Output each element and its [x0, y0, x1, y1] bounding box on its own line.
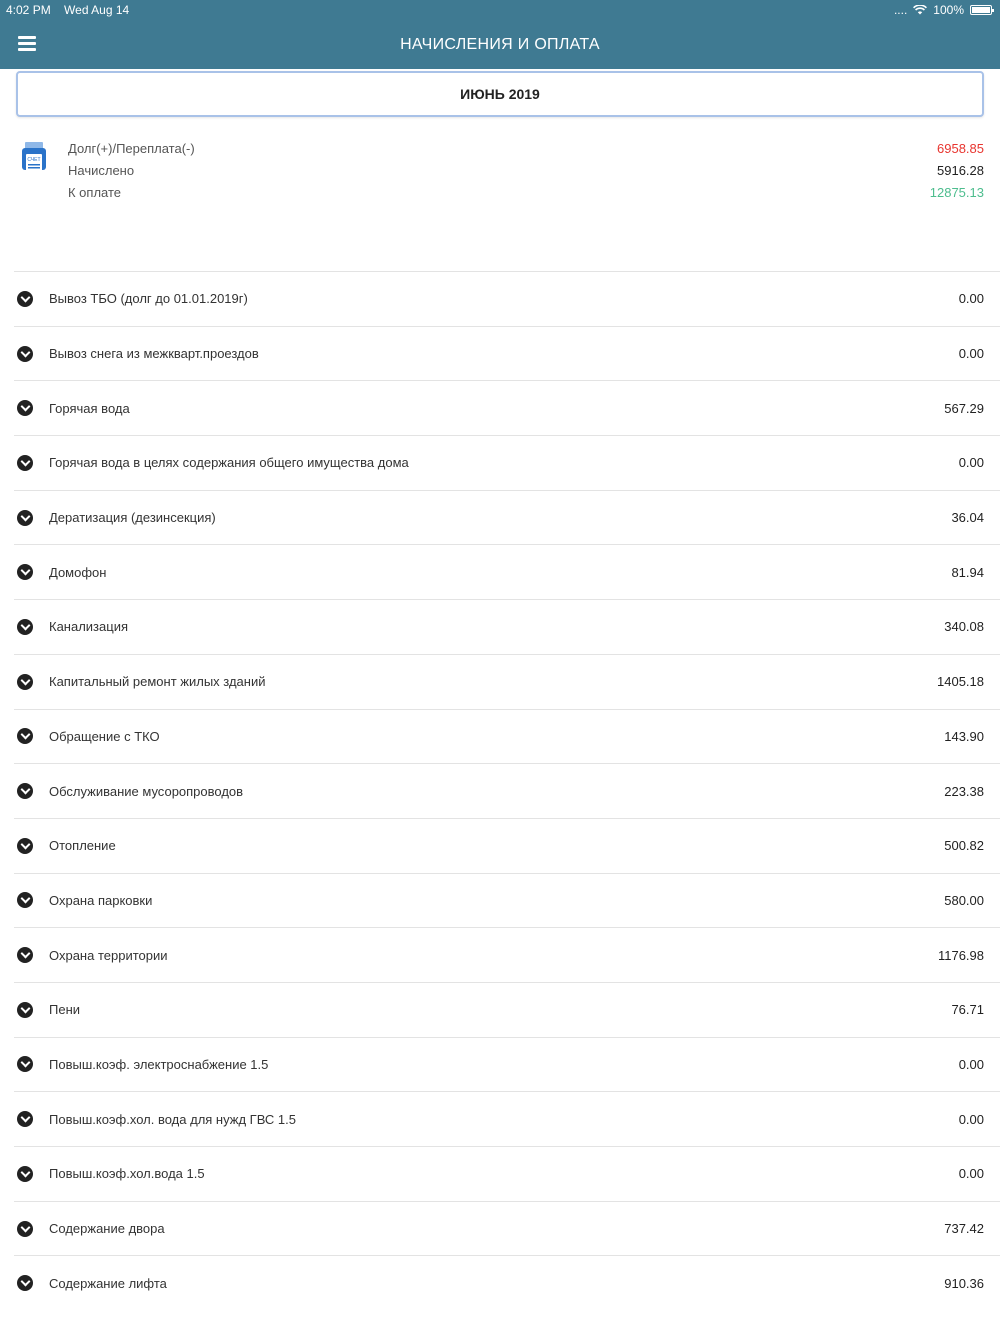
balance-summary: [16, 138, 984, 208]
charge-name: Пени: [49, 1002, 81, 1018]
charge-row[interactable]: [14, 927, 1000, 982]
chevron-down-icon[interactable]: [17, 1221, 33, 1237]
chevron-down-icon[interactable]: [17, 892, 33, 908]
charge-row[interactable]: [14, 763, 1000, 818]
charge-amount: 1405.18: [937, 674, 984, 690]
chevron-down-icon[interactable]: [17, 1056, 33, 1072]
page-title: НАЧИСЛЕНИЯ И ОПЛАТА: [400, 36, 600, 53]
chevron-down-icon[interactable]: [17, 564, 33, 580]
charge-amount: 567.29: [944, 400, 984, 416]
charge-name: Обращение с ТКО: [49, 728, 160, 744]
charge-row[interactable]: [14, 709, 1000, 764]
charge-amount: 223.38: [944, 783, 984, 799]
charge-row[interactable]: [14, 435, 1000, 490]
charge-row[interactable]: [14, 490, 1000, 545]
charge-amount: 143.90: [944, 728, 984, 744]
debt-value: 6958.85: [937, 141, 984, 156]
charge-name: Дератизация (дезинсекция): [49, 510, 216, 526]
charge-amount: 81.94: [951, 564, 984, 580]
cellular-signal-icon: ....: [893, 3, 908, 17]
chevron-down-icon[interactable]: [17, 783, 33, 799]
battery-percent: 100%: [933, 3, 964, 17]
chevron-down-icon[interactable]: [17, 947, 33, 963]
chevron-down-icon[interactable]: [17, 838, 33, 854]
invoice-icon-text: СЧЕТ: [27, 157, 41, 163]
to-pay-value: 12875.13: [929, 185, 984, 200]
charge-amount: 500.82: [944, 838, 984, 854]
charge-row[interactable]: [14, 818, 1000, 873]
to-pay-label: К оплате: [68, 185, 122, 200]
chevron-down-icon[interactable]: [17, 346, 33, 362]
charge-row[interactable]: [14, 599, 1000, 654]
charge-amount: 36.04: [951, 510, 984, 526]
charges-list: [14, 271, 1000, 1310]
charge-name: Содержание лифта: [49, 1275, 167, 1291]
charge-name: Охрана парковки: [49, 892, 153, 908]
debt-label: Долг(+)/Переплата(-): [68, 141, 195, 156]
chevron-down-icon[interactable]: [17, 291, 33, 307]
charge-name: Капитальный ремонт жилых зданий: [49, 674, 266, 690]
chevron-down-icon[interactable]: [17, 1002, 33, 1018]
status-date: Wed Aug 14: [64, 3, 130, 17]
charge-amount: 910.36: [944, 1275, 984, 1291]
charge-row[interactable]: [14, 1255, 1000, 1310]
wifi-icon: [913, 5, 927, 15]
chevron-down-icon[interactable]: [17, 455, 33, 471]
charge-row[interactable]: [14, 982, 1000, 1037]
status-bar: [0, 0, 1000, 20]
charge-row[interactable]: [14, 1201, 1000, 1256]
charge-name: Горячая вода в целях содержания общего имущества дома: [49, 455, 409, 471]
charge-name: Обслуживание мусоропроводов: [49, 783, 244, 799]
chevron-down-icon[interactable]: [17, 1275, 33, 1291]
chevron-down-icon[interactable]: [17, 619, 33, 635]
charge-name: Вывоз ТБО (долг до 01.01.2019г): [49, 291, 248, 307]
charge-amount: 580.00: [944, 892, 984, 908]
charge-amount: 737.42: [944, 1221, 984, 1237]
month-selector-button[interactable]: [16, 71, 984, 117]
charge-name: Горячая вода: [49, 400, 130, 416]
charge-amount: 1176.98: [937, 947, 984, 963]
battery-icon: [970, 5, 992, 15]
charge-name: Повыш.коэф.хол.вода 1.5: [49, 1166, 205, 1182]
charge-row[interactable]: [14, 654, 1000, 709]
charge-amount: 0.00: [958, 291, 984, 307]
charge-name: Отопление: [49, 838, 116, 854]
charge-amount: 0.00: [958, 1166, 984, 1182]
charge-row[interactable]: [14, 1091, 1000, 1146]
charge-amount: 0.00: [958, 346, 984, 362]
month-label: ИЮНЬ 2019: [460, 86, 540, 102]
status-time: 4:02 PM: [6, 3, 51, 17]
navigation-bar: [0, 20, 1000, 69]
chevron-down-icon[interactable]: [17, 400, 33, 416]
charge-name: Домофон: [49, 564, 107, 580]
charge-name: Повыш.коэф. электроснабжение 1.5: [49, 1056, 269, 1072]
charge-amount: 76.71: [951, 1002, 984, 1018]
chevron-down-icon[interactable]: [17, 674, 33, 690]
charge-name: Содержание двора: [49, 1221, 165, 1237]
charge-name: Канализация: [49, 619, 128, 635]
charge-row[interactable]: [14, 1146, 1000, 1201]
charge-row[interactable]: [14, 544, 1000, 599]
invoice-icon: [21, 142, 47, 176]
charge-row[interactable]: [14, 326, 1000, 381]
chevron-down-icon[interactable]: [17, 728, 33, 744]
chevron-down-icon[interactable]: [17, 1111, 33, 1127]
charge-name: Охрана территории: [49, 947, 168, 963]
charge-amount: 0.00: [958, 455, 984, 471]
chevron-down-icon[interactable]: [17, 1166, 33, 1182]
charge-amount: 0.00: [958, 1111, 984, 1127]
charge-row[interactable]: [14, 380, 1000, 435]
charge-row[interactable]: [14, 1037, 1000, 1092]
charge-amount: 0.00: [958, 1056, 984, 1072]
charge-name: Вывоз снега из межкварт.проездов: [49, 346, 259, 362]
charged-value: 5916.28: [937, 163, 984, 178]
charge-row[interactable]: [14, 873, 1000, 928]
charge-name: Повыш.коэф.хол. вода для нужд ГВС 1.5: [49, 1111, 296, 1127]
chevron-down-icon[interactable]: [17, 510, 33, 526]
charge-row[interactable]: [14, 271, 1000, 326]
charge-amount: 340.08: [944, 619, 984, 635]
charged-label: Начислено: [68, 163, 135, 178]
